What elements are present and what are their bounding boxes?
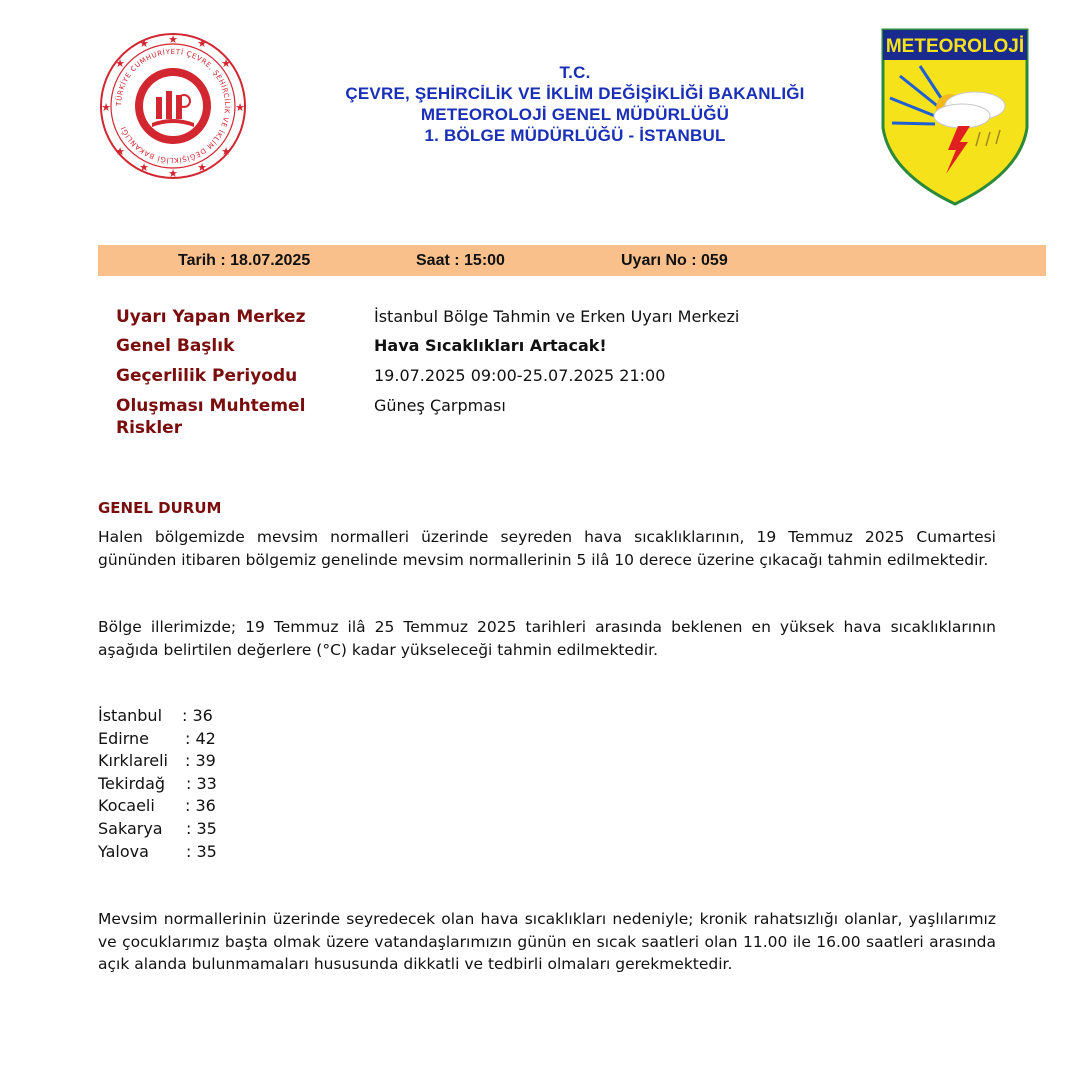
- ministry-seal-logo: [98, 31, 248, 181]
- header-line-region: 1. BÖLGE MÜDÜRLÜĞÜ - İSTANBUL: [424, 126, 726, 145]
- svg-text:★: ★: [197, 161, 207, 174]
- city-name: Kocaeli: [98, 796, 155, 816]
- city-name: Sakarya: [98, 818, 163, 838]
- section-heading-general: GENEL DURUM: [98, 499, 222, 517]
- city-max-temp: : 36: [182, 706, 213, 725]
- svg-text:★: ★: [168, 167, 178, 180]
- city-max-temp: : 35: [186, 818, 217, 838]
- svg-text:★: ★: [115, 145, 125, 158]
- meta-value-center: İstanbul Bölge Tahmin ve Erken Uyarı Merkezi: [374, 307, 740, 326]
- svg-text:METEOROLOJİ: METEOROLOJİ: [885, 36, 1025, 57]
- svg-text:TÜRKİYE CUMHURİYETİ ÇEVRE, ŞEH: TÜRKİYE CUMHURİYETİ ÇEVRE, ŞEHİRCİLİK VE İKLİM DEĞİŞİKLİĞİ BAKANLIĞI: [114, 47, 232, 165]
- meta-value-risks: Güneş Çarpması: [374, 396, 506, 415]
- city-max-temp: : 36: [185, 796, 216, 816]
- header-line-directorate: METEOROLOJİ GENEL MÜDÜRLÜĞÜ: [420, 105, 730, 124]
- paragraph-general-2: Bölge illerimizde; 19 Temmuz ilâ 25 Temmuz 2025 tarihleri arasında beklenen en yüksek hava sıcaklıklarının aşağıda belirtilen değerlere (°C) kadar yükseleceği tahmin edilmektedir.: [98, 618, 996, 659]
- meta-label-risks: Oluşması Muhtemel Riskler: [116, 396, 306, 438]
- city-name: Kırklareli: [98, 751, 168, 771]
- city-max-temp: : 33: [186, 773, 217, 793]
- header-line-tc: T.C.: [559, 63, 591, 82]
- warning-number: Uyarı No : 059: [621, 252, 728, 269]
- header-line-ministry: ÇEVRE, ŞEHİRCİLİK VE İKLİM DEĞİŞİKLİĞİ BAKANLIĞI: [345, 84, 805, 103]
- svg-text:★: ★: [197, 37, 207, 50]
- city-max-temp: : 35: [186, 841, 217, 861]
- svg-text:★: ★: [235, 101, 245, 114]
- city-name: Edirne: [98, 728, 149, 748]
- paragraph-general-1: Halen bölgemizde mevsim normalleri üzerinde seyreden hava sıcaklıklarının, 19 Temmuz 2025 Cumartesi gününden itibaren bölgemiz genelinde mevsim normallerinin 5 ilâ 10 derece üzerine çıkacağı tahmin edilmektedir.: [98, 528, 996, 569]
- meta-value-title: Hava Sıcaklıkları Artacak!: [374, 336, 607, 355]
- svg-text:★: ★: [101, 101, 111, 114]
- header-titles: [250, 62, 900, 146]
- city-max-temp: : 39: [185, 751, 216, 771]
- meta-label-title: Genel Başlık: [116, 336, 235, 356]
- svg-text:★: ★: [221, 145, 231, 158]
- warning-time: Saat : 15:00: [416, 252, 505, 269]
- meteoroloji-logo: [880, 28, 1030, 206]
- svg-text:★: ★: [168, 33, 178, 46]
- city-name: İstanbul: [98, 706, 163, 725]
- svg-text:★: ★: [221, 57, 231, 70]
- city-name: Tekirdağ: [98, 773, 166, 793]
- warning-date: Tarih : 18.07.2025: [178, 252, 311, 269]
- svg-text:★: ★: [115, 57, 125, 70]
- svg-text:★: ★: [139, 161, 149, 174]
- city-name: Yalova: [98, 841, 149, 861]
- meta-value-validity: 19.07.2025 09:00-25.07.2025 21:00: [374, 366, 666, 385]
- meta-label-center: Uyarı Yapan Merkez: [116, 307, 306, 327]
- warning-info-bar: [98, 245, 1046, 276]
- meta-label-validity: Geçerlilik Periyodu: [116, 366, 298, 386]
- svg-text:★: ★: [139, 37, 149, 50]
- paragraph-general-3: Mevsim normallerinin üzerinde seyredecek olan hava sıcaklıkları nedeniyle; kronik rahatsızlığı olanlar, yaşlılarımız ve çocuklarımız başta olmak üzere vatandaşlarımızın günün en sıcak saatleri olan 11.00 ile 16.00 saatleri arasında açık alanda bulunmamaları hususunda dikkatli ve tedbirli olmaları gerekmektedir.: [98, 910, 996, 973]
- city-max-temp: : 42: [185, 728, 216, 748]
